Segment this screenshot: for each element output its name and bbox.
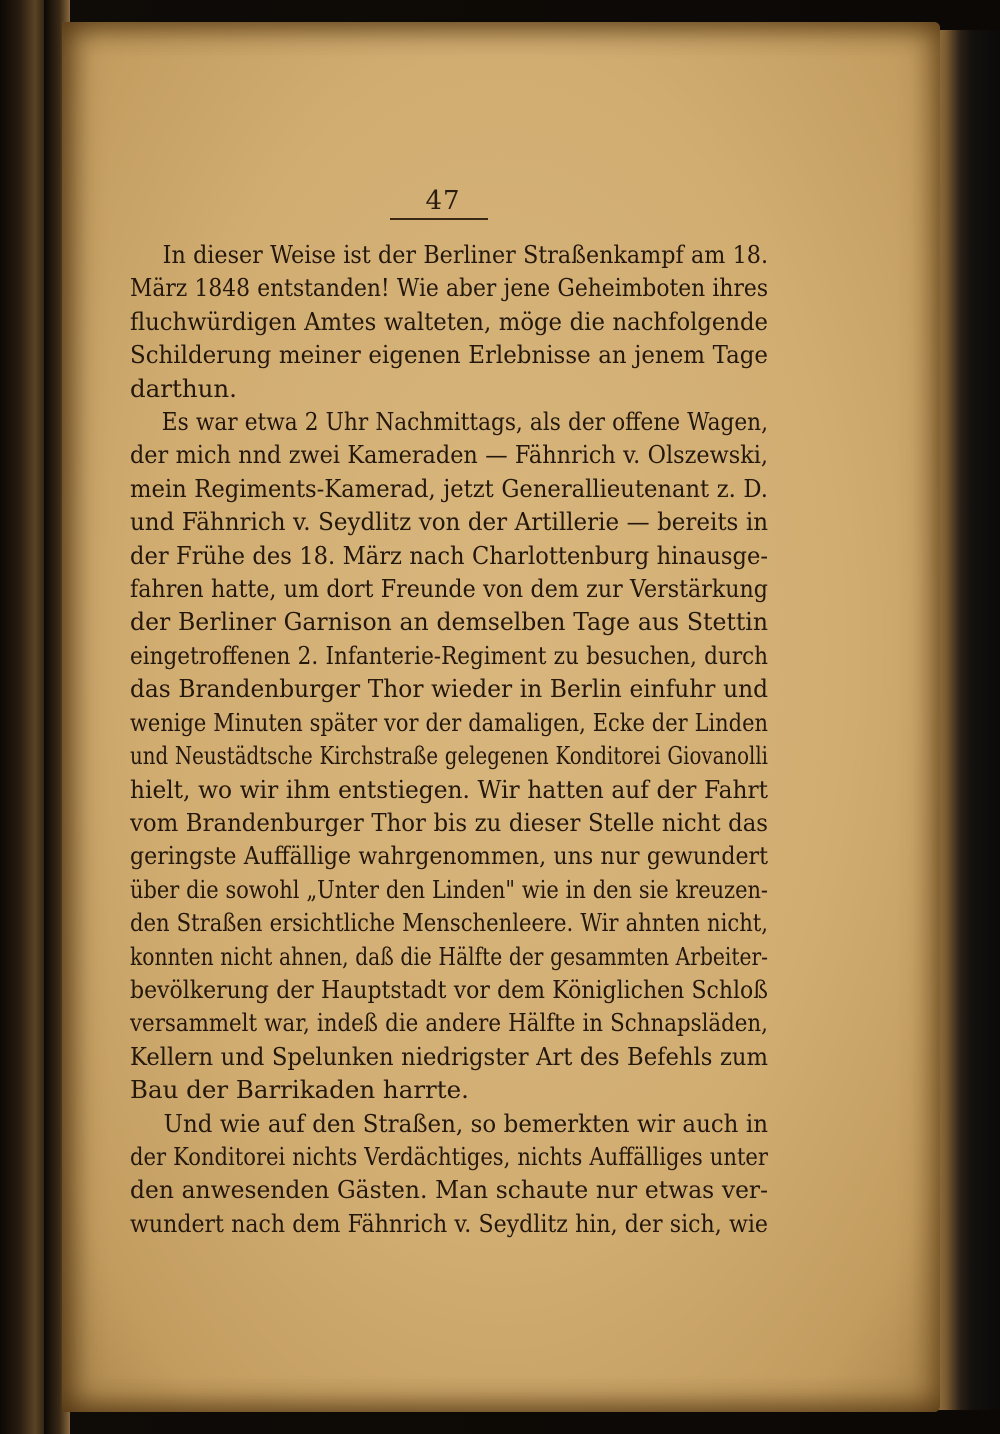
text-line: fahren hatte, um dort Freunde von dem zur Verstärkung [130,574,768,604]
text-line: der Konditorei nichts Verdächtiges, nichts Auffälliges unter [130,1141,768,1171]
text-line: Kellern und Spelunken niedrigster Art des Befehls zum [130,1041,769,1071]
text-line: den anwesenden Gästen. Man schaute nur etwas ver- [130,1175,769,1205]
text-line: Es war etwa 2 Uhr Nachmittags, als der offene Wagen, [161,407,768,437]
text-line: und Fähnrich v. Seydlitz von der Artillerie — bereits in [130,507,769,537]
text-line: wenige Minuten später vor der damaligen, Ecke der Linden [130,707,768,737]
text-line: den Straßen ersichtliche Menschenleere. Wir ahnten nicht, [130,908,769,938]
text-line: Und wie auf den Straßen, so bemerkten wir auch in [163,1108,768,1138]
text-line: das Brandenburger Thor wieder in Berlin einfuhr und [130,674,769,704]
text-line: der Berliner Garnison an demselben Tage aus Stettin [130,607,768,637]
text-line: fluchwürdigen Amtes walteten, möge die nachfolgende [130,306,768,336]
text-line: und Neustädtsche Kirchstraße gelegenen Konditorei Giovanolli [130,741,768,771]
text-line: vom Brandenburger Thor bis zu dieser Stelle nicht das [130,807,769,837]
text-line: eingetroffenen 2. Infanterie-Regiment zu besuchen, durch [130,640,769,670]
body-text [130,238,768,1240]
text-line: konnten nicht ahnen, daß die Hälfte der gesammten Arbeiter- [130,941,769,971]
text-line: März 1848 entstanden! Wie aber jene Geheimboten ihres [130,273,769,303]
text-line: wundert nach dem Fähnrich v. Seydlitz hin, der sich, wie [130,1208,768,1238]
text-line: der Frühe des 18. März nach Charlottenburg hinausge- [130,540,768,570]
text-line: über die sowohl „Unter den Linden" wie in den sie kreuzen- [130,874,768,904]
text-line: der mich nnd zwei Kameraden — Fähnrich v. Olszewski, [130,440,769,470]
text-line: geringste Auffällige wahrgenommen, uns nur gewundert [130,841,768,871]
text-line: Bau der Barrikaden harrte. [130,1075,469,1105]
text-line: Schilderung meiner eigenen Erlebnisse an jenem Tage [130,340,768,370]
text-line: darthun. [130,373,237,403]
text-line: mein Regiments-Kamerad, jetzt Generallieutenant z. D. [130,473,768,503]
text-line: versammelt war, indeß die andere Hälfte in Schnapsläden, [130,1008,768,1038]
page-number: 47 [425,186,461,216]
facing-page-edge [0,0,50,1434]
text-line: In dieser Weise ist der Berliner Straßenkampf am 18. [162,240,769,269]
page-number-rule [390,218,488,220]
text-line: hielt, wo wir ihm entstiegen. Wir hatten auf der Fahrt [130,774,769,804]
text-line: bevölkerung der Hauptstadt vor dem Königlichen Schloß [130,974,768,1004]
